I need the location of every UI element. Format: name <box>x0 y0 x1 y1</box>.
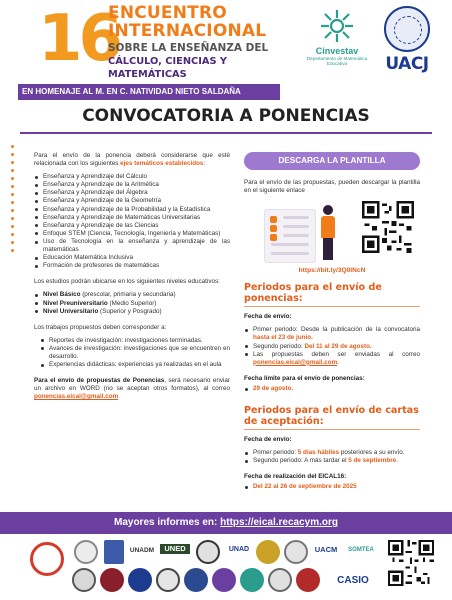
sponsor-seal-icon <box>156 568 180 592</box>
acceptance-periods-heading: Periodos para el envío de cartas de aceptación: <box>244 405 419 428</box>
decorative-dots <box>8 140 22 250</box>
period-date: hasta el 23 de junio. <box>253 334 313 342</box>
template-illustration <box>244 201 420 265</box>
level-name: Nivel Básico <box>43 291 81 299</box>
level-detail: (Superior y Posgrado) <box>98 307 162 315</box>
period-text: Las propuestas deben ser enviadas al correo <box>253 350 420 358</box>
list-item <box>244 483 420 491</box>
list-item <box>244 343 420 351</box>
sponsor-seal-icon <box>212 568 236 592</box>
acceptance-periods-list <box>244 449 420 465</box>
uacj-logo <box>374 6 440 80</box>
period-text: Segundo periodo: A más tardar el <box>253 457 349 465</box>
sponsor-seal-icon <box>72 568 96 592</box>
download-intro: Para el envío de las propuestas, pueden descargar la plantilla en el siguiente enlace <box>244 179 420 195</box>
list-item: Enseñanza y Aprendizaje de la Aritmética <box>34 181 230 189</box>
intro-highlight: ejes temáticos establecidos <box>120 160 204 168</box>
period-end: . <box>337 358 339 366</box>
title-line-2: INTERNACIONAL <box>108 21 267 41</box>
more-info-label: Mayores informes en: <box>114 517 221 528</box>
unadm-logo: UNADM <box>129 547 155 554</box>
download-template-button[interactable]: DESCARGA LA PLANTILLA <box>244 152 420 170</box>
sponsor-seal-icon <box>284 540 308 564</box>
sponsor-seal-icon <box>100 568 124 592</box>
works-list <box>34 337 230 369</box>
deadline-list <box>244 385 420 393</box>
list-item: Enseñanza y Aprendizaje del Cálculo <box>34 173 230 181</box>
submission-email-link[interactable]: ponencias.eical@gmail.com <box>34 393 119 401</box>
event-header <box>0 0 452 82</box>
title-divider <box>20 132 432 134</box>
list-item <box>34 291 230 299</box>
list-item: Enseñanza y Aprendizaje de Matemáticas Universitarias <box>34 214 230 222</box>
document-icon <box>264 209 316 263</box>
period-date: Del 11 al 29 de agosto. <box>304 342 372 350</box>
event-title <box>108 4 308 81</box>
levels-list <box>34 291 230 315</box>
somtea-logo: SOMTEA <box>348 547 374 553</box>
title-line-4: CÁLCULO, CIENCIAS Y MATEMÁTICAS <box>108 56 228 80</box>
left-column <box>34 152 230 401</box>
sponsor-shield-icon <box>104 540 124 564</box>
level-name: Nivel Preuniversitario <box>43 299 108 307</box>
send-text: , será necesario enviar un archivo en WORD (no se aceptan otros formatos), al correo <box>34 377 231 393</box>
period-date: 5 de septiembre <box>348 457 397 465</box>
send-bold: Para el envío de propuestas de Ponencias <box>34 377 165 385</box>
list-item <box>244 449 420 457</box>
cinvestav-name: Cinvestav <box>315 46 359 56</box>
intro-text: Para el envío de la ponencia deberá considerarse que esté relacionada con los siguientes <box>34 152 230 168</box>
acceptance-date-label: Fecha de envío: <box>244 436 292 444</box>
person-illustration-icon <box>314 205 342 265</box>
uacj-seal-icon <box>384 6 430 52</box>
submission-periods-heading: Periodos para el envío de ponencias: <box>244 282 382 305</box>
uacj-name: UACJ <box>385 54 429 74</box>
deadline-label: Fecha límite para el envío de ponencias: <box>244 374 365 382</box>
sponsor-seal-icon <box>74 540 98 564</box>
sponsor-logos <box>30 538 378 596</box>
website-qr-code-icon[interactable] <box>388 540 434 592</box>
list-item <box>244 326 420 342</box>
intro-suffix: : <box>203 160 206 168</box>
list-item: Enseñanza y Aprendizaje de las Ciencias <box>34 222 230 230</box>
list-item <box>244 457 420 465</box>
list-item <box>244 385 420 393</box>
more-info-bar <box>0 512 452 534</box>
works-intro: Los trabajos propuestos deben corresponder a: <box>34 323 167 331</box>
cinvestav-logo <box>306 8 368 74</box>
list-item: Enseñanza y Aprendizaje de la Probabilidad y la Estadística <box>34 206 230 214</box>
sponsor-emblem-icon <box>196 540 220 564</box>
list-item: Enseñanza y Aprendizaje del Álgebra <box>34 189 230 197</box>
sponsor-seal-icon <box>184 568 208 592</box>
list-item: Enseñanza y Aprendizaje de la Geometría <box>34 197 230 205</box>
cinvestav-department: Departamento de Matemática Educativa <box>306 56 368 67</box>
deadline-date: 29 de agosto. <box>253 384 294 392</box>
cinvestav-emblem-icon <box>317 8 357 44</box>
list-item: Educación Matemática Inclusiva <box>34 254 230 262</box>
uacm-logo: UACM <box>314 545 338 554</box>
sponsor-seal-icon <box>128 568 152 592</box>
sponsor-seal-icon <box>296 568 320 592</box>
homage-banner: EN HOMENAJE AL M. EN C. NATIVIDAD NIETO SALDAÑA <box>18 84 280 100</box>
list-item: Enfoque STEM (Ciencia, Tecnología, Ingeniería y Matemáticas) <box>34 230 230 238</box>
edition-number-text: 16 <box>38 2 120 76</box>
realization-label: Fecha de realización del EICAL16: <box>244 473 347 481</box>
unad-logo: UNAD <box>228 546 250 553</box>
level-detail: (prescolar, primaria y secundaria) <box>80 291 176 299</box>
heading-underline <box>244 306 420 307</box>
list-item <box>34 300 230 308</box>
realization-list <box>244 483 420 491</box>
heading-underline <box>244 429 420 430</box>
website-link[interactable]: https://eical.recacym.org <box>220 517 338 528</box>
level-name: Nivel Universitario <box>43 307 99 315</box>
sponsor-seal-icon <box>240 568 264 592</box>
template-qr-code-icon[interactable] <box>362 201 414 261</box>
list-item <box>34 308 230 316</box>
casio-logo: CASIO <box>337 575 369 586</box>
recacym-logo-icon <box>30 542 64 576</box>
period-date: 5 días hábiles <box>297 449 340 457</box>
period-end: . <box>396 457 398 465</box>
list-item <box>244 351 420 367</box>
edition-number <box>38 2 120 76</box>
intro-paragraph <box>34 152 230 168</box>
send-instructions <box>34 377 230 401</box>
sponsor-seal-icon <box>268 568 292 592</box>
list-item: Avances de investigación: investigaciones que se encuentren en desarrollo. <box>40 345 230 361</box>
title-line-3: SOBRE LA ENSEÑANZA DEL <box>108 42 269 54</box>
level-detail: (Medio Superior) <box>107 299 157 307</box>
list-item: Reportes de investigación: investigaciones terminadas. <box>40 337 230 345</box>
realization-date: Del 22 al 26 de septiembre de 2025 <box>253 483 357 491</box>
period-text: Primer periodo: Desde la publicación de la convocatoria <box>253 326 420 334</box>
right-column <box>244 152 420 492</box>
page-title: CONVOCATORIA A PONENCIAS <box>82 106 370 126</box>
period-text: posteriores a su envío. <box>339 449 405 457</box>
submission-periods-list <box>244 326 420 366</box>
submission-email-link[interactable]: ponencias.eical@gmail.com <box>253 358 338 366</box>
template-link[interactable]: https://bit.ly/3Q0INcN <box>298 267 366 275</box>
period-text: Segundo periodo: <box>253 342 305 350</box>
levels-intro: Los estudios podrán ubicarse en los siguientes niveles educativos: <box>34 278 220 286</box>
uned-logo: UNED <box>160 544 190 554</box>
send-date-label: Fecha de envío: <box>244 313 292 321</box>
list-item: Uso de Tecnología en la enseñanza y aprendizaje de las matemáticas <box>34 238 230 254</box>
list-item: Experiencias didácticas: experiencias ya realizadas en el aula <box>40 361 230 369</box>
title-line-1: ENCUENTRO <box>108 3 227 23</box>
period-text: Primer periodo: <box>253 449 298 457</box>
list-item: Formación de profesores de matemáticas <box>34 262 230 270</box>
thematic-axes-list <box>34 173 230 270</box>
sponsor-seal-icon <box>256 540 280 564</box>
